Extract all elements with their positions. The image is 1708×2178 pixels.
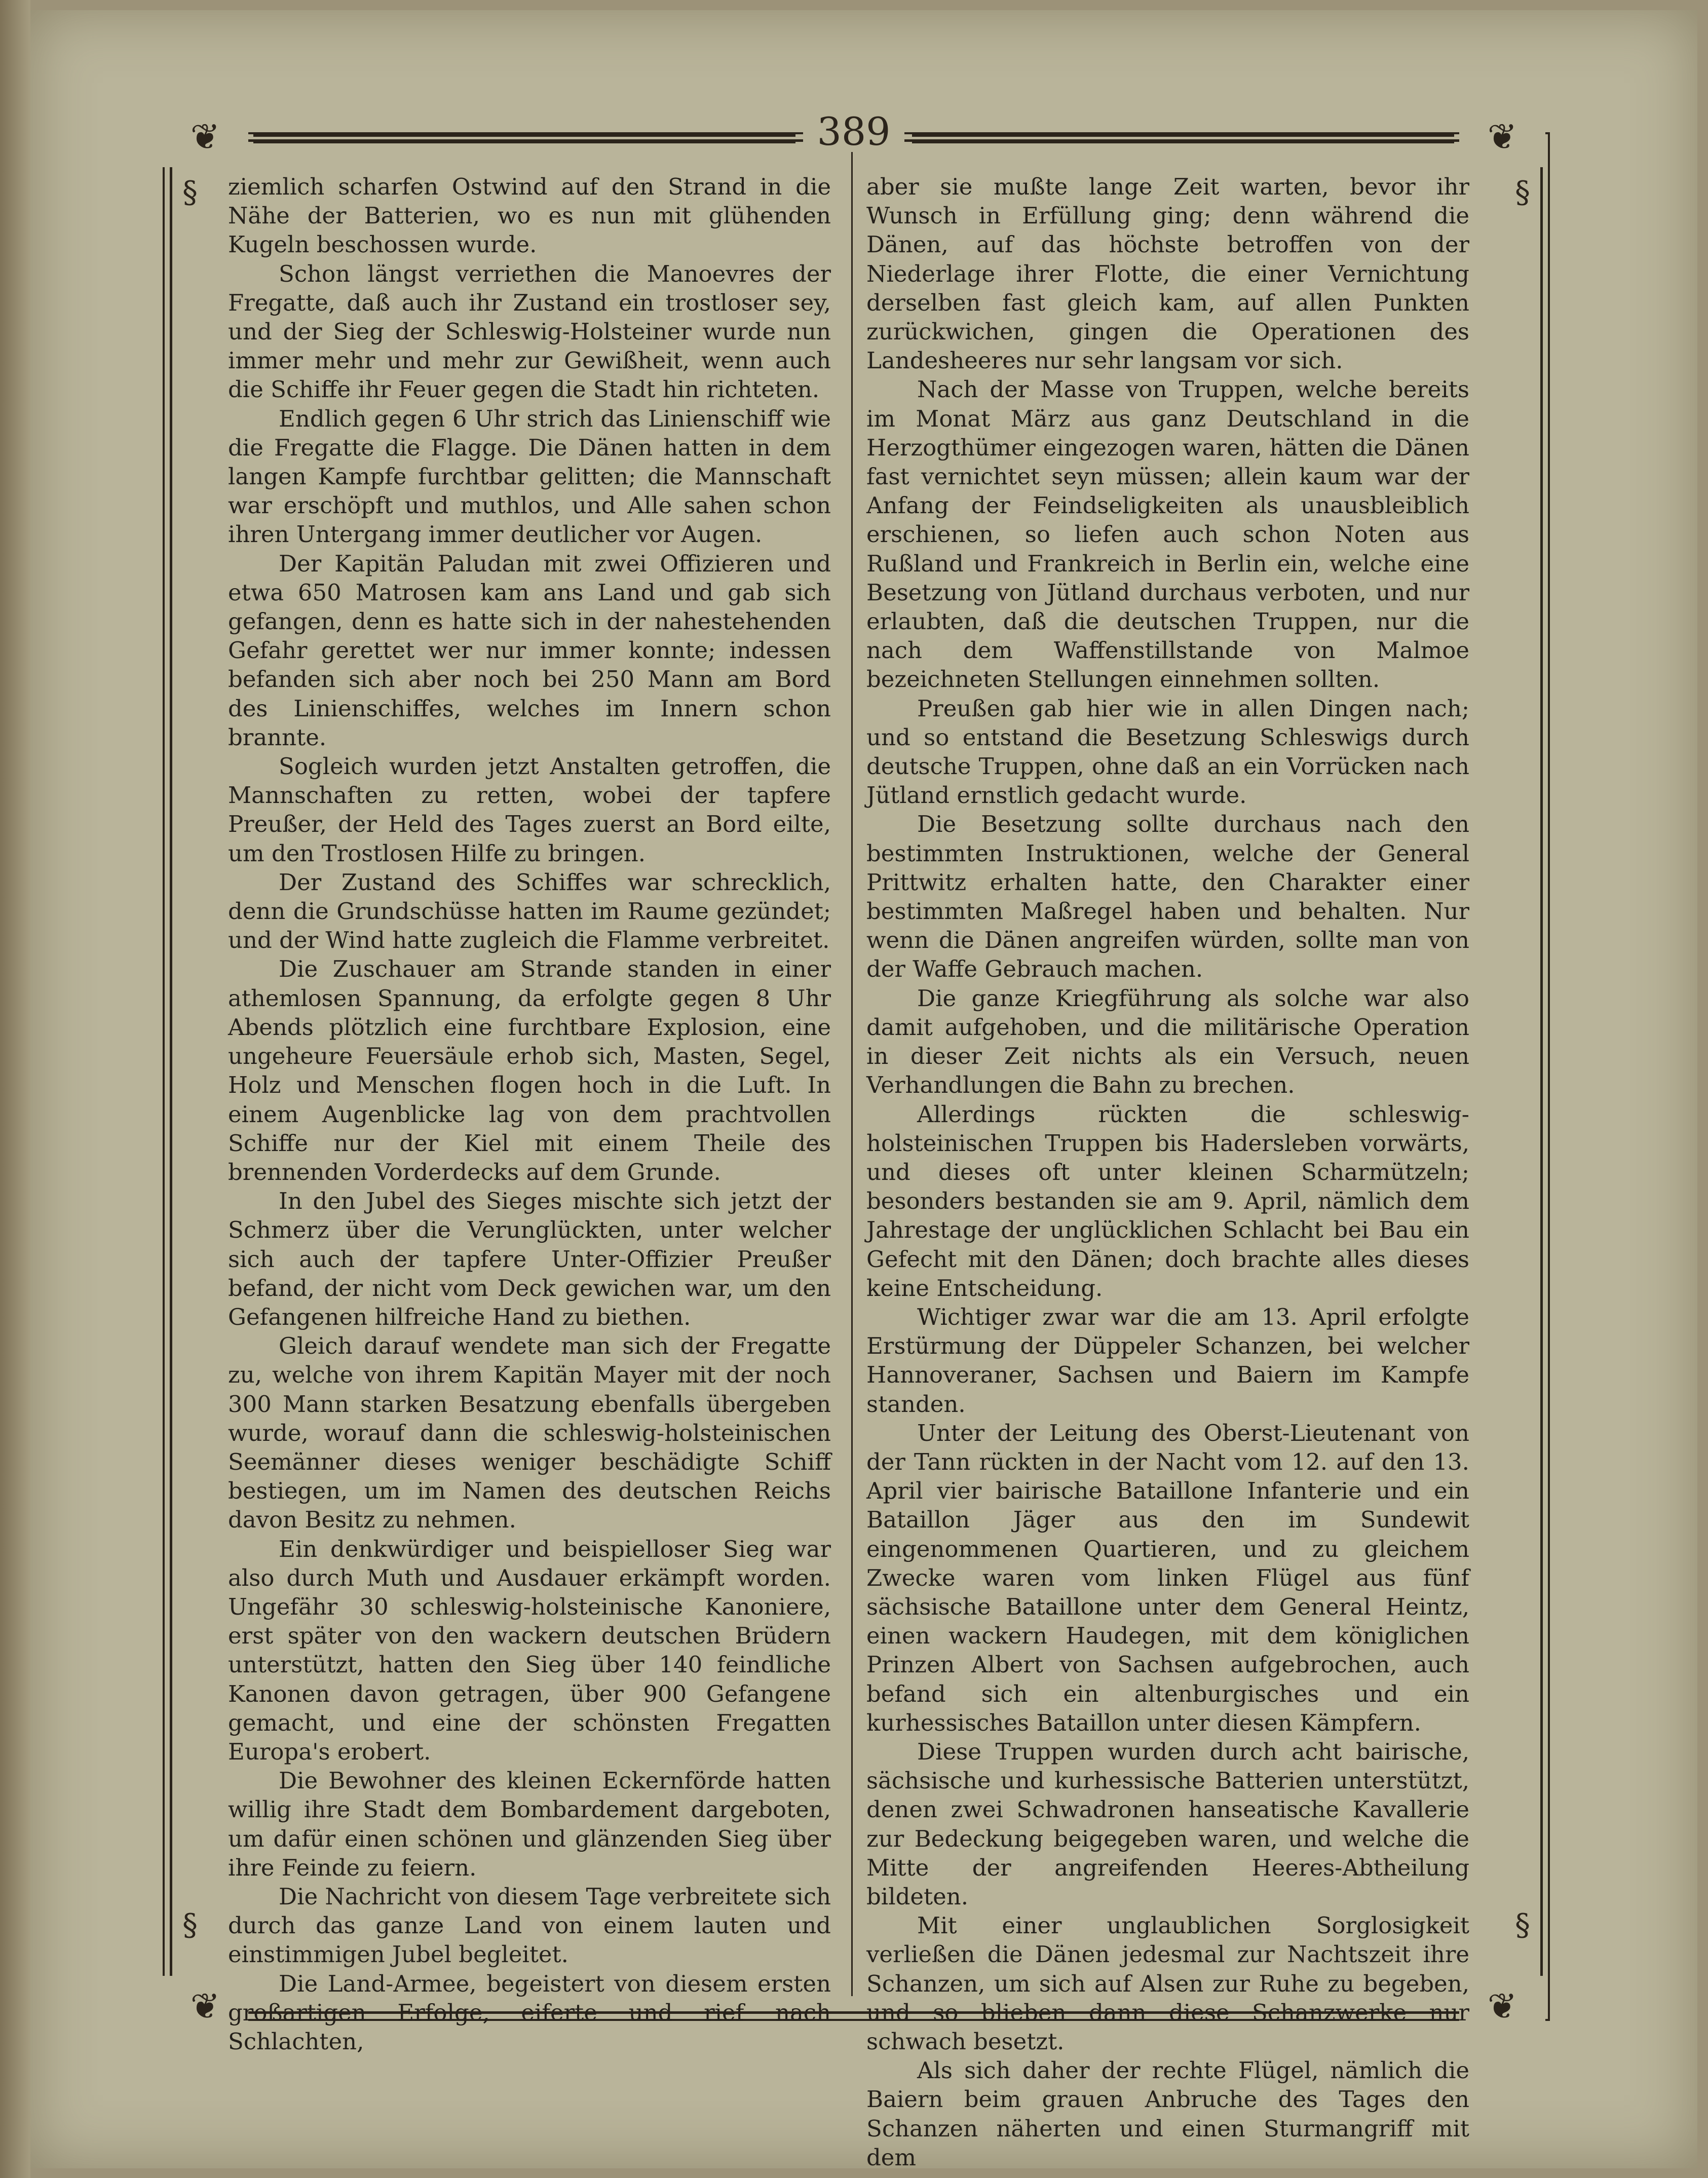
paragraph: Diese Truppen wurden durch acht bairische, sächsische und kurhessische Batterien unterstützt, denen zwei Schwadronen hanseatische Kavallerie zur Bedeckung beigegeben waren, und welche die Mitte der angreifenden Heeres-Abtheilung bildeten.: [866, 1738, 1469, 1910]
ornament-right-top-icon: §: [1515, 175, 1530, 210]
paragraph: Wichtiger zwar war die am 13. April erfolgte Erstürmung der Düppeler Schanzen, bei welcher Hannoveraner, Sachsen und Baiern im Kampfe standen.: [866, 1303, 1469, 1418]
paragraph: Die Nachricht von diesem Tage verbreitete sich durch das ganze Land von einem lauten und einstimmigen Jubel begleitet.: [228, 1883, 831, 1968]
paragraph: Die Besetzung sollte durchaus nach den bestimmten Instruktionen, welche der General Prittwitz erhalten hatte, den Charakter einer bestimmten Maßregel haben und behalten. Nur wenn die Dänen angreifen würden, sollte man von der Waffe Gebrauch machen.: [866, 811, 1469, 983]
ornament-left-bottom-icon: §: [182, 1907, 198, 1943]
paragraph: Die Land-Armee, begeistert von diesem ersten großartigen Erfolge, eiferte und rief nach Schlachten,: [228, 1970, 831, 2055]
paragraph: Nach der Masse von Truppen, welche bereits im Monat März aus ganz Deutschland in die Herzogthümer eingezogen waren, hätten die Dänen fast vernichtet seyn müssen; allein kaum war der Anfang der Feindseligkeiten als unausbleiblich erschienen, so liefen auch schon Noten aus Rußland und Frankreich in Berlin ein, welche eine Besetzung von Jütland durchaus verboten, und nur erlaubten, daß die deutschen Truppen, nur die nach dem Waffenstillstande von Malmoe bezeichneten Stellungen einnehmen sollten.: [866, 376, 1469, 693]
header-rule-right: [912, 134, 1454, 143]
paragraph: Gleich darauf wendete man sich der Fregatte zu, welche von ihrem Kapitän Mayer mit der noch 300 Mann starken Besatzung ebenfalls übergeben wurde, worauf dann die schleswig-holsteinischen Seemänner dieses weniger beschädigte Schiff bestiegen, um im Namen des deutschen Reichs davon Besitz zu nehmen.: [228, 1332, 831, 1534]
paragraph: In den Jubel des Sieges mischte sich jetzt der Schmerz über die Verunglückten, unter welcher sich auch der tapfere Unter-Offizier Preußer befand, der nicht vom Deck gewichen war, um den Gefangenen hilfreiche Hand zu biethen.: [228, 1188, 831, 1330]
paragraph: Der Zustand des Schiffes war schrecklich, denn die Grundschüsse hatten im Raume gezündet; und der Wind hatte zugleich die Flamme verbreitet.: [228, 868, 831, 954]
paragraph: Ein denkwürdiger und beispielloser Sieg war also durch Muth und Ausdauer erkämpft worden. Ungefähr 30 schleswig-holsteinische Kanoniere, erst später von den wackern deutschen Brüdern unterstützt, hatten den Sieg über 140 feindliche Kanonen davon getragen, über 900 Gefangene gemacht, und eine der schönsten Fregatten Europa's erobert.: [228, 1535, 831, 1765]
paragraph: Allerdings rückten die schleswig-holsteinischen Truppen bis Hadersleben vorwärts, und dieses oft unter kleinen Scharmützeln; besonders bestanden sie am 9. April, nämlich dem Jahrestage der unglücklichen Schlacht bei Bau ein Gefecht mit den Dänen; doch brachte alles dieses keine Entscheidung.: [866, 1100, 1469, 1302]
right-column: [866, 172, 1469, 2171]
ornament-right-bottom-icon: §: [1515, 1907, 1530, 1943]
page-edge: [0, 0, 30, 2178]
paragraph: Mit einer unglaublichen Sorglosigkeit verließen die Dänen jedesmal zur Nachtszeit ihre Schanzen, um sich auf Alsen zur Ruhe zu begeben, und so blieben dann diese Schanzwerke nur schwach besetzt.: [866, 1912, 1469, 2055]
paragraph: Unter der Leitung des Oberst-Lieutenant von der Tann rückten in der Nacht vom 12. auf den 13. April vier bairische Bataillone Infanterie und ein Bataillon Jäger aus den im Sundewit eingenommenen Quartieren, und zu gleichem Zwecke waren vom linken Flügel aus fünf sächsische Bataillone unter dem General Heintz, einen wackern Haudegen, mit dem königlichen Prinzen Albert von Sachsen aufgebrochen, auch befand sich ein altenburgisches und ein kurhessisches Bataillon unter diesen Kämpfern.: [866, 1419, 1469, 1736]
ornament-bottom-left-icon: ❦: [162, 1976, 248, 2037]
column-divider: [851, 152, 853, 1996]
ornament-left-top-icon: §: [182, 175, 198, 210]
left-column: [228, 172, 831, 2055]
paragraph: Als sich daher der rechte Flügel, nämlich die Baiern beim grauen Anbruche des Tages den Schanzen näherten und einen Sturmangriff mit dem: [866, 2057, 1469, 2171]
paragraph: Schon längst verriethen die Manoevres der Fregatte, daß auch ihr Zustand ein trostloser sey, und der Sieg der Schleswig-Holsteiner wurde nun immer mehr und mehr zur Gewißheit, wenn auch die Schiffe ihr Feuer gegen die Stadt hin richteten.: [228, 260, 831, 403]
paragraph: Der Kapitän Paludan mit zwei Offizieren und etwa 650 Matrosen kam ans Land und gab sich gefangen, denn es hatte sich in der nahestehenden Gefahr gerettet wer nur immer konnte; indessen befanden sich aber noch bei 250 Mann am Bord des Linienschiffes, welches im Innern schon brannte.: [228, 550, 831, 751]
paragraph: Preußen gab hier wie in allen Dingen nach; und so entstand die Besetzung Schleswigs durch deutsche Truppen, ohne daß an ein Vorrücken nach Jütland ernstlich gedacht wurde.: [866, 695, 1469, 809]
header-rule-left: [253, 134, 795, 143]
paragraph: Endlich gegen 6 Uhr strich das Linienschiff wie die Fregatte die Flagge. Die Dänen hatten in dem langen Kampfe furchtbar gelitten; die Mannschaft war erschöpft und muthlos, und Alle sahen schon ihren Untergang immer deutlicher vor Augen.: [228, 405, 831, 548]
paragraph: Die ganze Kriegführung als solche war also damit aufgehoben, und die militärische Operation in dieser Zeit nichts als ein Versuch, neuen Verhandlungen die Bahn zu brechen.: [866, 984, 1469, 1099]
page-number: 389: [803, 109, 904, 154]
paragraph: ziemlich scharfen Ostwind auf den Strand in die Nähe der Batterien, wo es nun mit glühenden Kugeln beschossen wurde.: [228, 173, 831, 258]
paragraph: Sogleich wurden jetzt Anstalten getroffen, die Mannschaften zu retten, wobei der tapfere Preußer, der Held des Tages zuerst an Bord eilte, um den Trostlosen Hilfe zu bringen.: [228, 753, 831, 867]
paragraph: Die Zuschauer am Strande standen in einer athemlosen Spannung, da erfolgte gegen 8 Uhr Abends plötzlich eine furchtbare Explosion, eine ungeheure Feuersäule erhob sich, Masten, Segel, Holz und Menschen flogen hoch in die Luft. In einem Augenblicke lag von dem prachtvollen Schiffe nur der Kiel mit einem Theile des brennenden Vorderdecks auf dem Grunde.: [228, 956, 831, 1186]
paragraph: Die Bewohner des kleinen Eckernförde hatten willig ihre Stadt dem Bombardement dargeboten, um dafür einen schönen und glänzenden Sieg über ihre Feinde zu feiern.: [228, 1767, 831, 1881]
ornament-bottom-right-icon: ❦: [1459, 1976, 1545, 2037]
ornament-top-right-icon: ❦: [1459, 106, 1545, 167]
ornament-top-left-icon: ❦: [162, 106, 248, 167]
paragraph: aber sie mußte lange Zeit warten, bevor ihr Wunsch in Erfüllung ging; denn während die Dänen, auf das höchste betroffen von der Niederlage ihrer Flotte, die einer Vernichtung derselben fast gleich kam, auf allen Punkten zurückwichen, gingen die Operationen des Landesheeres nur sehr langsam vor sich.: [866, 173, 1469, 374]
